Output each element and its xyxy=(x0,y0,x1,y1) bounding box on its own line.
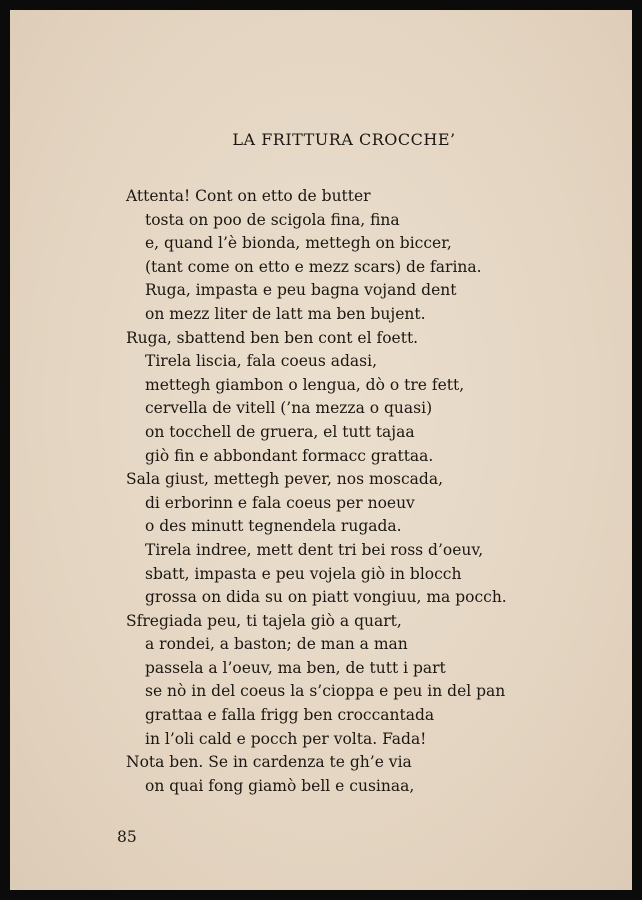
poem-line: passela a l’oeuv, ma ben, de tutt i part xyxy=(145,658,446,677)
poem-line: sbatt, impasta e peu vojela giò in blocch xyxy=(145,564,462,583)
poem-line: e, quand l’è bionda, mettegh on biccer, xyxy=(145,234,452,253)
poem-line: in l’oli cald e pocch per volta. Fada! xyxy=(145,729,427,748)
poem-line: di erborinn e fala coeus per noeuv xyxy=(145,493,415,512)
poem-line: cervella de vitell (’na mezza o quasi) xyxy=(145,399,433,418)
poem-line: Tirela liscia, fala coeus adasi, xyxy=(145,352,378,371)
poem-line: Sfregiada peu, ti tajela giò a quart, xyxy=(126,611,402,630)
poem-line: Attenta! Cont on etto de butter xyxy=(126,187,371,205)
poem-line: Ruga, impasta e peu bagna vojand dent xyxy=(145,281,457,300)
poem-body xyxy=(126,185,507,798)
poem-line: o des minutt tegnendela rugada. xyxy=(145,517,402,536)
poem-line: Sala giust, mettegh pever, nos moscada, xyxy=(126,470,443,489)
poem-line: se nò in del coeus la s’cioppa e peu in del pan xyxy=(145,682,506,701)
poem-line: grossa on dida su on piatt vongiuu, ma pocch. xyxy=(145,588,507,607)
poem-line: grattaa e falla frigg ben croccantada xyxy=(145,706,435,725)
poem-line: on tocchell de gruera, el tutt tajaa xyxy=(145,422,415,441)
poem-line: a rondei, a baston; de man a man xyxy=(145,635,408,654)
poem-line: Tirela indree, mett dent tri bei ross d’oeuv, xyxy=(145,540,484,559)
poem-line: mettegh giambon o lengua, dò o tre fett, xyxy=(145,375,465,394)
poem-line: (tant come on etto e mezz scars) de farina. xyxy=(145,257,482,276)
poem-line: Nota ben. Se in cardenza te gh’e via xyxy=(126,753,412,772)
page-number: 85 xyxy=(117,828,137,846)
poem-line: on mezz liter de latt ma ben bujent. xyxy=(145,304,426,323)
poem-line: on quai fong giamò bell e cusinaa, xyxy=(145,776,415,795)
poem-line: giò fin e abbondant formacc grattaa. xyxy=(145,446,434,465)
poem-line: tosta on poo de scigola fina, fina xyxy=(145,210,400,229)
book-page xyxy=(10,10,632,890)
poem-title: LA FRITTURA CROCCHE’ xyxy=(232,130,456,149)
poem-line: Ruga, sbattend ben ben cont el foett. xyxy=(126,328,419,347)
